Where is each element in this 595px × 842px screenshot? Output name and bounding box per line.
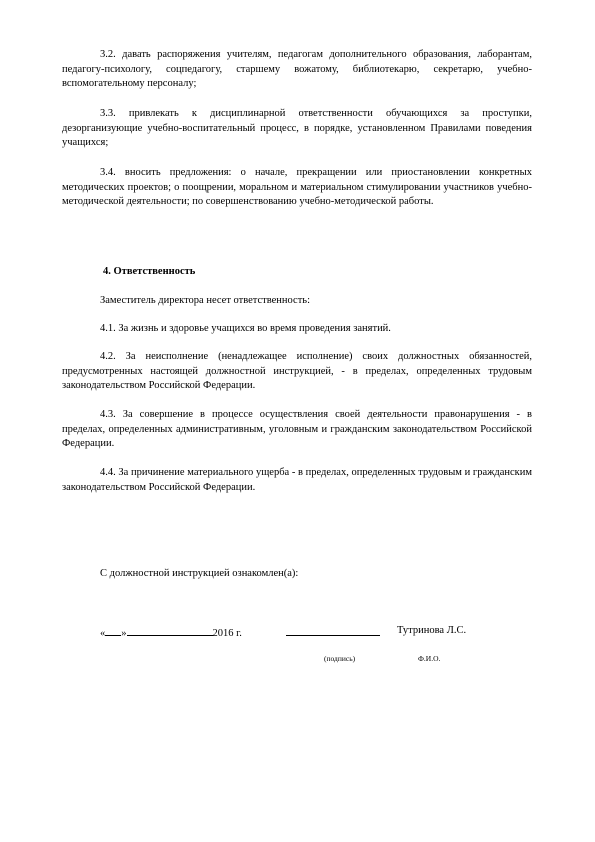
name-caption: Ф.И.О. — [418, 654, 441, 663]
paragraph-4-4: 4.4. За причинение материального ущерба - в пределах, определенных трудовым и гражданским законодательством Российской Федерации. — [62, 467, 532, 493]
paragraph-4-1: 4.1. За жизнь и здоровье учащихся во время проведения занятий. — [100, 323, 391, 334]
section-heading-responsibility: 4. Ответственность — [103, 266, 196, 277]
day-blank — [105, 624, 121, 636]
responsibility-intro: Заместитель директора несет ответственность: — [100, 295, 311, 306]
signature-caption: (подпись) — [324, 654, 356, 663]
signature-row — [100, 624, 540, 640]
date-day-field — [100, 624, 242, 641]
paragraph-4-2: 4.2. За неисполнение (ненадлежащее исполнение) своих должностных обязанностей, предусмотренных настоящей должностной инструкцией, - в пределах, определенных трудовым законодательством Российской Федерации. — [62, 351, 532, 391]
quote-close: » — [121, 628, 127, 639]
signer-name: Тутринова Л.С. — [397, 625, 467, 636]
signature-blank — [286, 624, 380, 636]
paragraph-3-2: 3.2. давать распоряжения учителям, педагогам дополнительного образования, лаборантам, педагогу-психологу, соцпедагогу, старшему вожатому, библиотекарю, секретарю, учебно-вспомогательному персоналу; — [62, 49, 532, 89]
acknowledgement-text: С должностной инструкцией ознакомлен(а): — [100, 568, 299, 579]
quote-open: « — [100, 628, 106, 639]
paragraph-3-3: 3.3. привлекать к дисциплинарной ответственности обучающихся за проступки, дезорганизующие учебно-воспитательный процесс, в порядке, установленном Правилами поведения учащихся; — [62, 108, 532, 148]
month-blank — [127, 624, 213, 636]
date-year: 2016 г. — [212, 628, 242, 639]
paragraph-4-3: 4.3. За совершение в процессе осуществления своей деятельности правонарушения - в пределах, определенных административным, уголовным и гражданским законодательством Российской Федерации. — [62, 409, 532, 449]
paragraph-3-4: 3.4. вносить предложения: о начале, прекращении или приостановлении конкретных методических проектов; о поощрении, моральном и материальном стимулировании участников учебно-методической деятельности; по совершенствованию учебно-методической работы. — [62, 167, 532, 207]
